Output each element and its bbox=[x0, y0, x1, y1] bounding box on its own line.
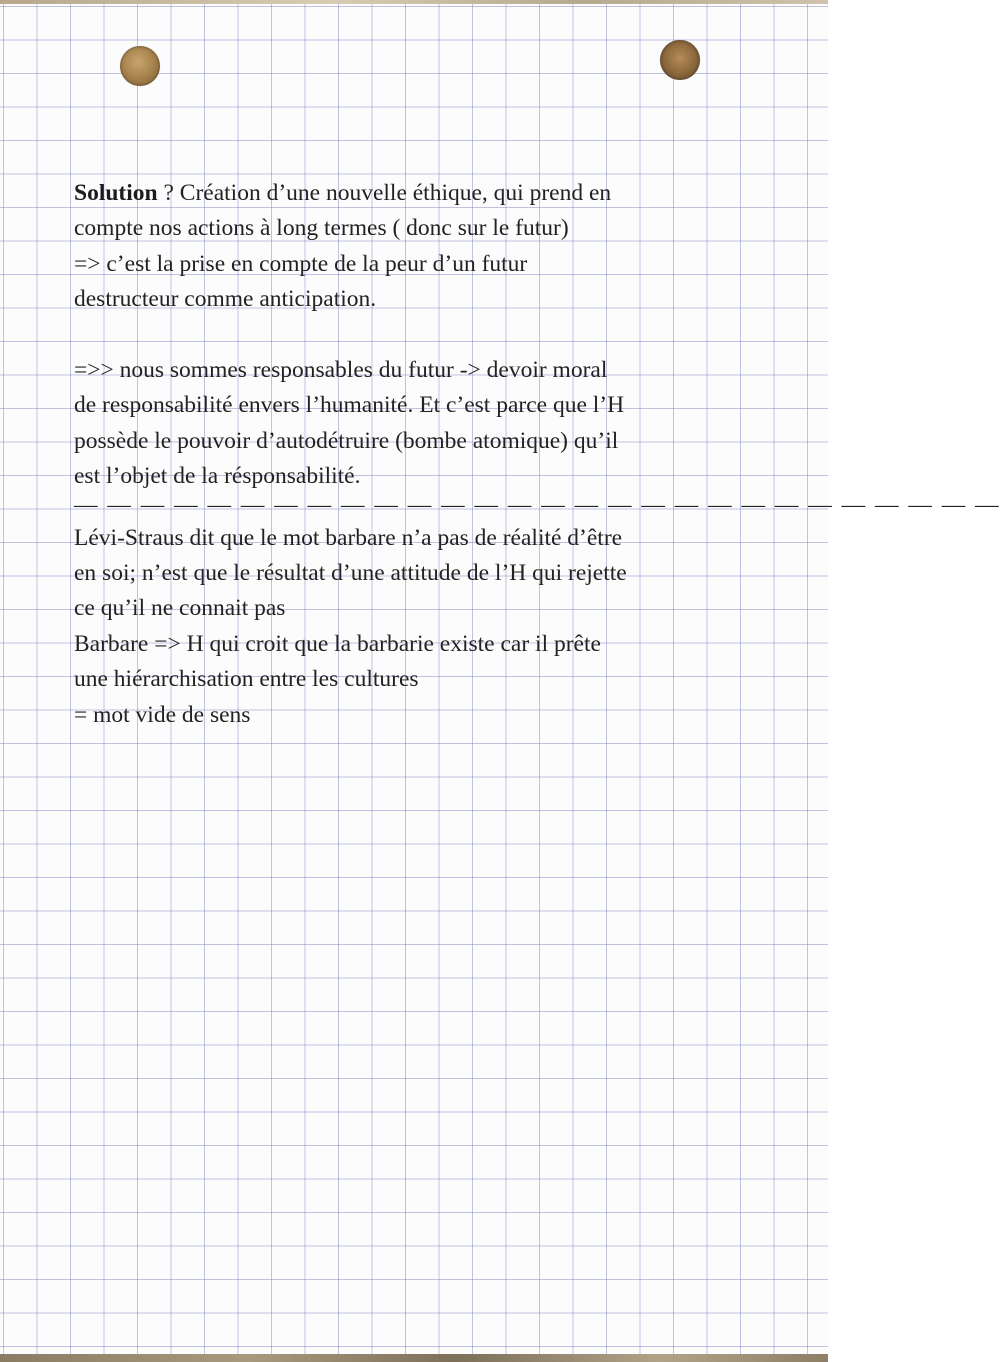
note-line-2: compte nos actions à long termes ( donc sur le futur) bbox=[74, 215, 569, 242]
note-line-13: une hiérarchisation entre les cultures bbox=[74, 666, 419, 693]
note-line-11: ce qu’il ne connait pas bbox=[74, 595, 286, 622]
note-line-4: destructeur comme anticipation. bbox=[74, 286, 377, 313]
note-line-8: est l’objet de la résponsabilité. bbox=[74, 463, 361, 490]
punch-hole-right bbox=[660, 40, 700, 80]
note-line-3: => c’est la prise en compte de la peur d’un futur bbox=[74, 250, 528, 277]
solution-label: Solution bbox=[74, 180, 158, 206]
note-line-7: possède le pouvoir d’autodétruire (bombe atomique) qu’il bbox=[74, 427, 619, 454]
punch-hole-left bbox=[120, 46, 160, 86]
note-line-12: Barbare => H qui croit que la barbarie existe car il prête bbox=[74, 630, 601, 657]
note-line-14: = mot vide de sens bbox=[74, 701, 251, 728]
dashed-separator: — — — — — — — — — — — — — — — — — — — — — — — — — — — — bbox=[74, 491, 1001, 518]
note-line-1 bbox=[74, 176, 764, 211]
handwritten-notes bbox=[74, 176, 1001, 733]
paper-bottom-edge bbox=[0, 1354, 828, 1362]
paper-top-edge bbox=[0, 0, 828, 4]
note-line-10: en soi; n’est que le résultat d’une attitude de l’H qui rejette bbox=[74, 560, 627, 587]
note-line-1-text: ? Création d’une nouvelle éthique, qui prend en bbox=[157, 180, 612, 206]
paragraph-gap bbox=[74, 318, 764, 353]
note-line-9: Lévi-Straus dit que le mot barbare n’a pas de réalité d’être bbox=[74, 524, 623, 551]
note-line-6: de responsabilité envers l’humanité. Et c’est parce que l’H bbox=[74, 392, 625, 419]
note-line-5: =>> nous sommes responsables du futur -> devoir moral bbox=[74, 357, 608, 384]
